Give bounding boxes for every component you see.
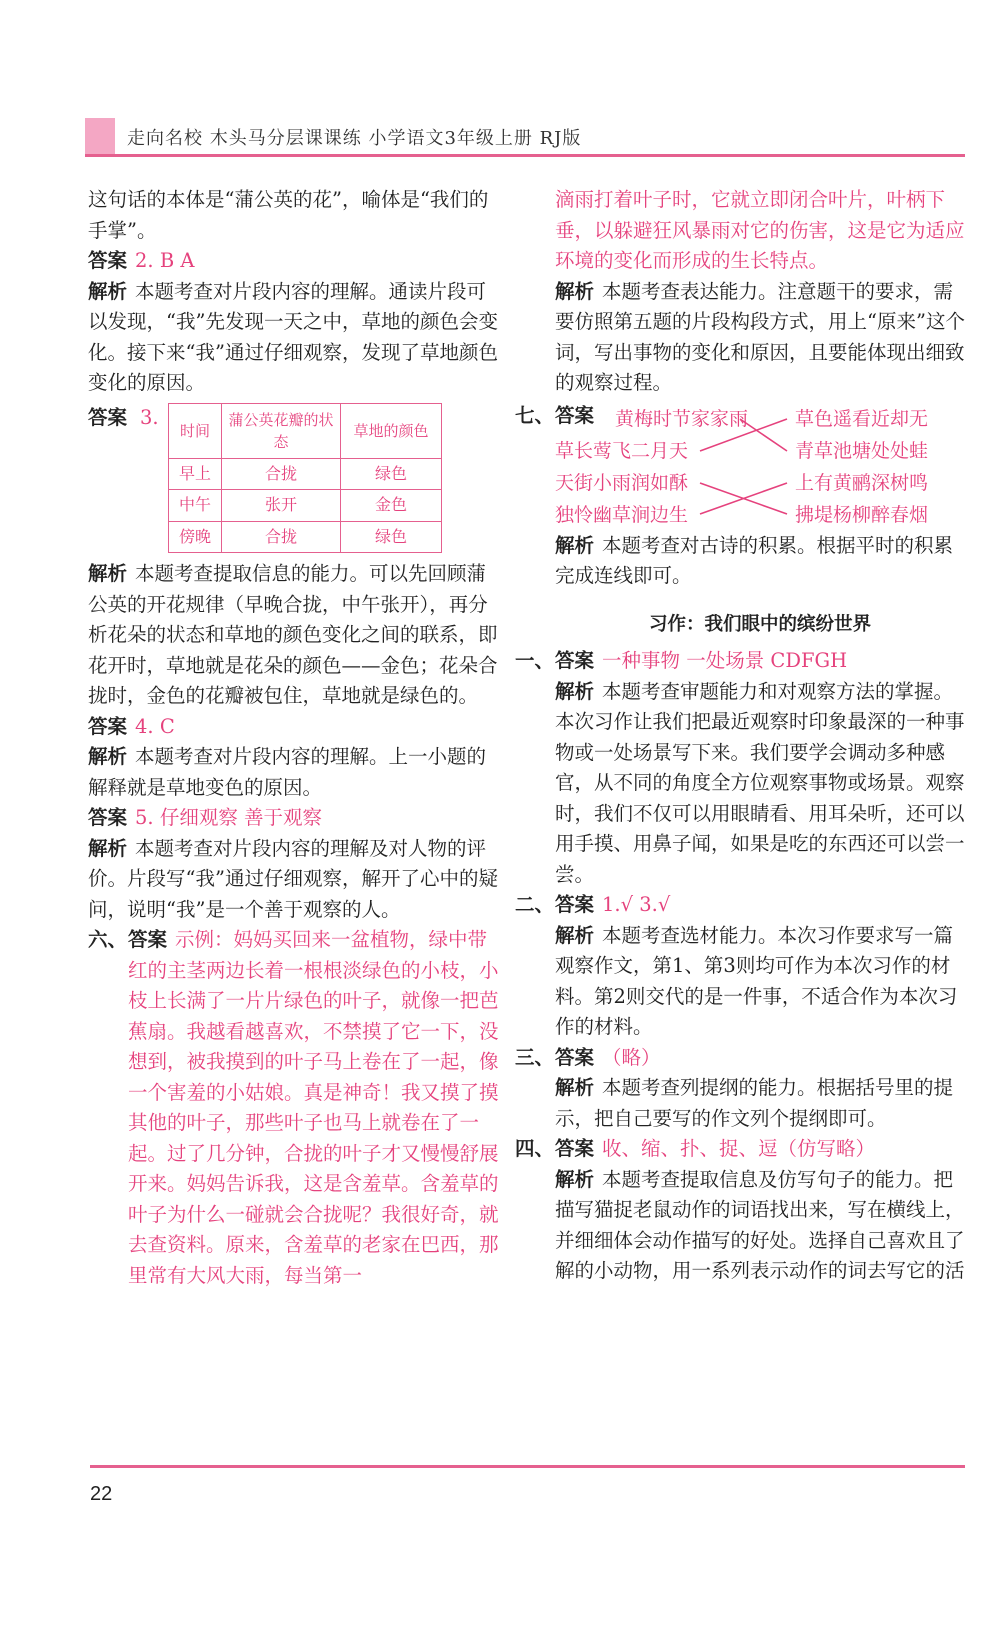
- answer-label: 答案: [88, 405, 128, 429]
- question-number: 二、: [515, 893, 555, 916]
- analysis-label: 解析: [555, 1076, 595, 1099]
- analysis-text: 本题考查列提纲的能力。根据括号里的提示，把自己要写的作文列个提纲即可。: [555, 1076, 954, 1130]
- answer-value: 4. C: [135, 714, 175, 738]
- answer-value: 一种事物 一处场景 CDFGH: [602, 649, 848, 672]
- analysis-label: 解析: [88, 562, 128, 585]
- analysis-text: 本题考查选材能力。本次习作要求写一篇观察作文，第1、第3则均可作为本次习作的材料。第2则交代的是一件事，不适合作为本次习作的材料。: [555, 923, 958, 1038]
- question-number: 六、: [88, 928, 128, 951]
- header-title: 走向名校 木头马分层课课练 小学语文3年级上册 RJ版: [127, 128, 582, 149]
- table-header-cell: 草地的颜色: [341, 403, 442, 458]
- answer-label: 答案: [88, 806, 128, 829]
- analysis-q4: [555, 1165, 965, 1287]
- analysis-text: 本题考查对片段内容的理解。通读片段可以发现，“我”先发现一天之中，草地的颜色会变化。接下来“我”通过仔细观察，发现了草地颜色变化的原因。: [88, 279, 498, 394]
- question-number: 四、: [515, 1137, 555, 1160]
- left-column: [88, 185, 500, 1291]
- answer-label: 答案: [88, 249, 128, 272]
- analysis-label: 解析: [555, 679, 595, 703]
- table-cell: 合拢: [222, 521, 341, 553]
- analysis-text: 本题考查对古诗的积累。根据平时的积累完成连线即可。: [555, 533, 954, 587]
- answer-table: [168, 403, 442, 554]
- answer-label: 答案: [555, 1045, 595, 1069]
- answer-value: 2. B A: [135, 249, 195, 272]
- analysis-5: [88, 834, 500, 926]
- answer-value: 收、缩、扑、捉、逗（仿写略）: [602, 1137, 876, 1160]
- analysis-label: 解析: [88, 836, 128, 860]
- match-left-item: 独怜幽草涧边生: [555, 503, 689, 526]
- answer-label: 答案: [128, 928, 168, 951]
- answer-value: 5. 仔细观察 善于观察: [135, 806, 323, 829]
- table-header-row: [169, 403, 442, 458]
- analysis-text: 本题考查审题能力和对观察方法的掌握。本次习作让我们把最近观察时印象最深的一种事物或一处场景写下来。我们要学会调动多种感官，从不同的角度全方位观察事物或场景。观察时，我们不仅可以用眼睛看、用耳朵听，还可以用手摸、用鼻子闻，如果是吃的东西还可以尝一尝。: [555, 679, 965, 886]
- analysis-4: [88, 742, 500, 803]
- header-rule: [85, 154, 965, 157]
- table-cell: 合拢: [222, 458, 341, 490]
- table-row: [169, 521, 442, 553]
- table-cell: 张开: [222, 490, 341, 522]
- answer-six: [88, 925, 500, 1291]
- answer-label: 答案: [555, 1137, 595, 1160]
- page-number: 22: [90, 1483, 113, 1505]
- analysis-label: 解析: [555, 923, 595, 947]
- footer-rule: [90, 1465, 965, 1468]
- analysis-6: [555, 277, 965, 399]
- analysis-label: 解析: [88, 745, 128, 768]
- answer-number: 3.: [140, 405, 159, 429]
- answer-q3: [515, 1043, 965, 1074]
- answer-label: 答案: [555, 893, 595, 916]
- table-header-cell: 蒲公英花瓣的状态: [222, 403, 341, 458]
- answer-value: 示例：妈妈买回来一盆植物，绿中带红的主茎两边长着一根根淡绿色的小枝，小枝上长满了一片片绿色的叶子，就像一把芭蕉扇。我越看越喜欢，不禁摸了它一下，没想到，被我摸到的叶子马上卷在了一起，像一个害羞的小姑娘。真是神奇！我又摸了摸其他的叶子，那些叶子也马上就卷在了一起。过了几分钟，合拢的叶子才又慢慢舒展开来。妈妈告诉我，这是含羞草。含羞草的叶子为什么一碰就会合拢呢？我很好奇，就去查资料。原来，含羞草的老家在巴西，那里常有大风大雨，每当第一: [128, 928, 499, 1287]
- table-row: [169, 458, 442, 490]
- analysis-3: [88, 559, 500, 712]
- match-right-item: 上有黄鹂深树鸣: [795, 471, 929, 494]
- table-cell: 傍晚: [169, 521, 222, 553]
- question-number: 一、: [515, 649, 555, 672]
- page-header: [85, 118, 965, 156]
- header-tab: [85, 118, 115, 156]
- match-right-item: 青草池塘处处蛙: [795, 439, 929, 462]
- section-title: 习作：我们眼中的缤纷世界: [648, 613, 871, 635]
- answer-label: 答案: [555, 649, 595, 672]
- answer-q2: [515, 890, 965, 921]
- answer-3: [88, 403, 500, 554]
- analysis-text: 本题考查提取信息的能力。可以先回顾蒲公英的开花规律（早晚合拢，中午张开），再分析花朵的状态和草地的颜色变化之间的联系，即花开时，草地就是花朵的颜色——金色；花朵合拢时，金色的花瓣被包住，草地就是绿色的。: [88, 562, 498, 707]
- table-cell: 金色: [341, 490, 442, 522]
- answer-value: 1.√ 3.√: [602, 893, 671, 916]
- table-row: [169, 490, 442, 522]
- answer-5: [88, 803, 500, 834]
- answer-2: [88, 246, 500, 277]
- right-column: [515, 185, 965, 1287]
- table-cell: 绿色: [341, 521, 442, 553]
- analysis-label: 解析: [555, 1167, 595, 1191]
- answer-q1: [515, 646, 965, 677]
- answer-q4: [515, 1134, 965, 1165]
- analysis-label: 解析: [555, 279, 595, 303]
- match-left-item: 天街小雨润如酥: [555, 471, 689, 494]
- table-cell: 绿色: [341, 458, 442, 490]
- analysis-label: 解析: [88, 279, 128, 303]
- answer-4: [88, 712, 500, 743]
- answer-label: 答案: [88, 714, 128, 738]
- match-right-item: 草色遥看近却无: [795, 407, 929, 430]
- match-left-item: 黄梅时节家家雨: [615, 407, 749, 430]
- match-right-item: 拂堤杨柳醉春烟: [795, 503, 929, 526]
- analysis-2: [88, 277, 500, 399]
- paragraph: 这句话的本体是“蒲公英的花”，喻体是“我们的手掌”。: [88, 188, 489, 242]
- answer-value: （略）: [602, 1045, 661, 1069]
- match-left-item: 草长莺飞二月天: [555, 439, 689, 462]
- analysis-label: 解析: [555, 533, 595, 557]
- analysis-text: 本题考查提取信息及仿写句子的能力。把描写猫捉老鼠动作的词语找出来，写在横线上，并细细体会动作描写的好处。选择自己喜欢且了解的小动物，用一系列表示动作的词去写它的活: [555, 1167, 965, 1282]
- table-header-cell: 时间: [169, 403, 222, 458]
- analysis-q1: [555, 677, 965, 891]
- table-cell: 早上: [169, 458, 222, 490]
- question-number: 三、: [515, 1045, 555, 1069]
- question-number: 七、: [515, 403, 555, 427]
- answer-continuation: 滴雨打着叶子时，它就立即闭合叶片，叶柄下垂，以躲避狂风暴雨对它的伤害，这是它为适应环境的变化而形成的生长特点。: [555, 188, 965, 272]
- analysis-text: 本题考查表达能力。注意题干的要求，需要仿照第五题的片段构段方式，用上“原来”这个词，写出事物的变化和原因，且要能体现出细致的观察过程。: [555, 279, 965, 394]
- analysis-q3: [555, 1073, 965, 1134]
- answer-label: 答案: [555, 403, 595, 427]
- poem-matching: [515, 401, 965, 531]
- analysis-text: 本题考查对片段内容的理解及对人物的评价。片段写“我”通过仔细观察，解开了心中的疑问，说明“我”是一个善于观察的人。: [88, 836, 498, 921]
- analysis-q2: [555, 921, 965, 1043]
- analysis-7: [555, 531, 965, 592]
- analysis-text: 本题考查对片段内容的理解。上一小题的解释就是草地变色的原因。: [88, 745, 487, 799]
- table-cell: 中午: [169, 490, 222, 522]
